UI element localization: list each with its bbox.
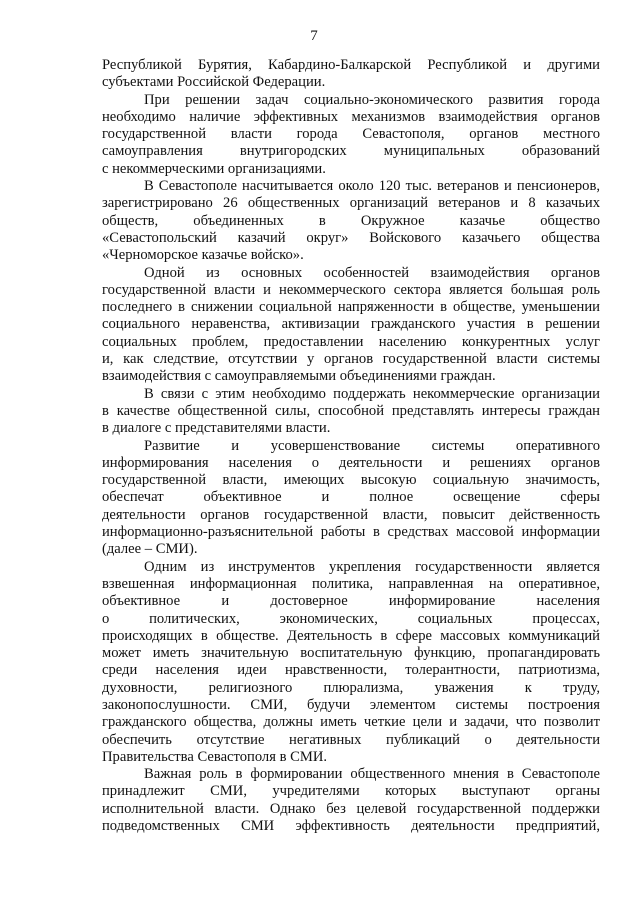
text-line: обеспечить отсутствие негативных публикаций о деятельности	[102, 731, 600, 748]
text-line: Правительства Севастополя в СМИ.	[102, 748, 328, 765]
paragraph	[102, 766, 600, 835]
text-line: государственной власти города Севастополя, органов местного	[102, 126, 600, 143]
text-line: исполнительной власти. Однако без целевой государственной поддержки	[102, 800, 600, 817]
text-line: зарегистрировано 26 общественных организаций ветеранов и 8 казачьих	[102, 195, 600, 212]
text-line: субъектами Российской Федерации.	[102, 74, 326, 91]
text-line: При решении задач социально-экономического развития города	[144, 91, 600, 108]
text-line: последнего в снижении социальной напряженности в обществе, уменьшении	[102, 299, 600, 316]
text-line: в качестве общественной силы, способной представлять интересы граждан	[102, 402, 600, 419]
text-line: Одной из основных особенностей взаимодействия органов	[144, 264, 600, 281]
text-line: информирования населения о деятельности и решениях органов	[102, 454, 600, 471]
text-line: взаимодействия с самоуправляемыми объединениями граждан.	[102, 368, 496, 385]
text-line: социальных проблем, предоставлении населению конкурентных услуг	[102, 333, 600, 350]
text-line: с некоммерческими организациями.	[102, 160, 326, 177]
paragraph	[102, 559, 600, 767]
paragraph	[102, 265, 600, 386]
paragraph	[102, 386, 600, 438]
paragraph	[102, 438, 600, 559]
text-line: необходимо наличие эффективных механизмов взаимодействия органов	[102, 108, 600, 125]
text-line: «Севастопольский казачий округ» Войскового казачьего общества	[102, 229, 600, 246]
text-line: В связи с этим необходимо поддержать некоммерческие организации	[144, 385, 600, 402]
text-line: подведомственных СМИ эффективность деятельности предприятий,	[102, 818, 600, 835]
text-line: «Черноморское казачье войско».	[102, 247, 304, 264]
text-line: взвешенная информационная политика, направленная на оперативное,	[102, 575, 600, 592]
text-line: деятельности органов государственной власти, повысит действенность	[102, 506, 600, 523]
text-line: государственной власти и некоммерческого сектора является большая роль	[102, 281, 600, 298]
text-line: среди населения идеи нравственности, толерантности, патриотизма,	[102, 662, 600, 679]
text-line: обществ, объединенных в Окружное казачье общество	[102, 212, 600, 229]
text-line: самоуправления внутригородских муниципальных образований	[102, 143, 600, 160]
text-line: в диалоге с представителями власти.	[102, 420, 331, 437]
text-line: государственной власти, имеющих высокую социальную значимость,	[102, 472, 600, 489]
text-line: Республикой Бурятия, Кабардино-Балкарской Республикой и другими	[102, 57, 600, 73]
text-line: объективное и достоверное информирование населения	[102, 593, 600, 610]
text-line: Одним из инструментов укрепления государственности является	[144, 558, 600, 575]
paragraph	[102, 92, 600, 178]
text-line: обеспечат объективное и полное освещение сферы	[102, 489, 600, 506]
text-line: происходящих в обществе. Деятельность в сфере массовых коммуникаций	[102, 627, 600, 644]
text-line: информационно-разъяснительной работы в средствах массовой информации	[102, 524, 600, 541]
text-line: В Севастополе насчитывается около 120 тыс. ветеранов и пенсионеров,	[144, 178, 600, 195]
paragraph	[102, 178, 600, 264]
text-line: принадлежит СМИ, учредителями которых выступают органы	[102, 783, 600, 800]
text-line: о политических, экономических, социальных процессах,	[102, 610, 600, 627]
text-line: (далее – СМИ).	[102, 541, 198, 558]
text-line: социального неравенства, активизации гражданского участия в решении	[102, 316, 600, 333]
text-line: и, как следствие, отсутствии у органов государственной власти системы	[102, 351, 600, 368]
text-line: духовности, религиозного плюрализма, уважения к труду,	[102, 679, 600, 696]
document-body	[102, 57, 600, 835]
page-number: 7	[310, 28, 318, 44]
text-line: может иметь значительную воспитательную функцию, пропагандировать	[102, 645, 600, 662]
text-line: законопослушности. СМИ, будучи элементом системы построения	[102, 696, 600, 713]
text-line: Развитие и усовершенствование системы оперативного	[144, 437, 600, 454]
text-line: гражданского общества, должны иметь четкие цели и задачи, что позволит	[102, 714, 600, 731]
paragraph	[102, 57, 600, 92]
text-line: Важная роль в формировании общественного мнения в Севастополе	[144, 766, 600, 783]
